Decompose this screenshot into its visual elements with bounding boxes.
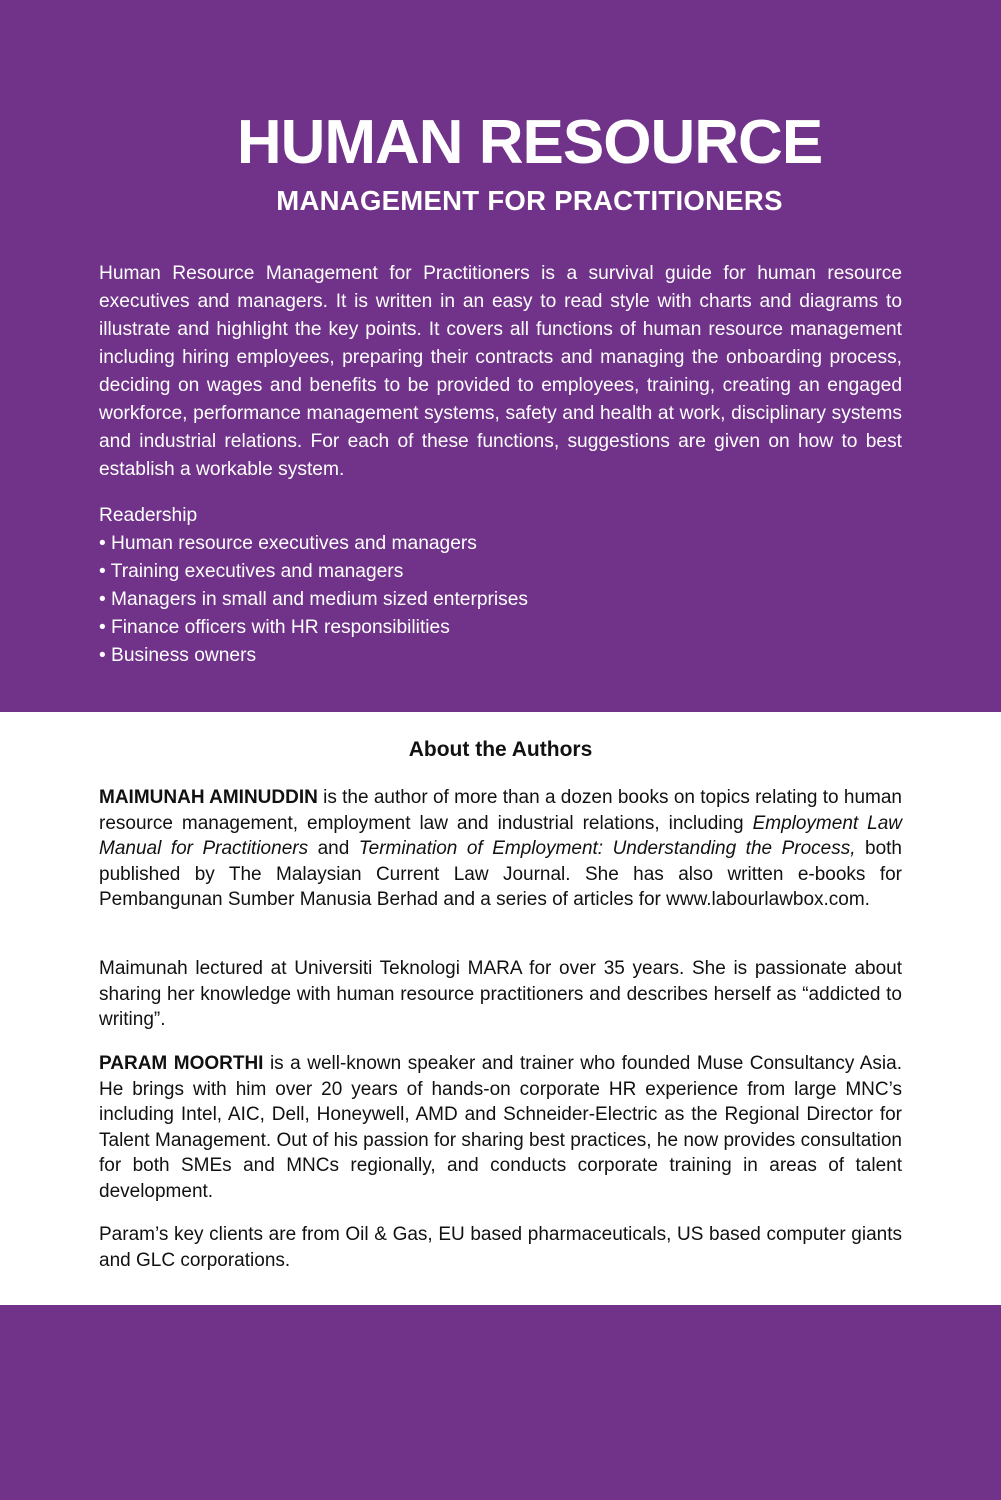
readership-item: • Finance officers with HR responsibilities <box>99 617 450 638</box>
author1-book2-title: Termination of Employment: Understanding the Process, <box>358 838 856 860</box>
readership-item: • Business owners <box>99 645 257 666</box>
readership-list <box>99 530 902 670</box>
author1-extra-bio: Maimunah lectured at Universiti Teknologi MARA for over 35 years. She is passionate about sharing her knowledge with human resource practitioners and describes herself as “addicted to writing”. <box>99 958 902 1031</box>
author1-bio-text-end: both published by The Malaysian Current Law Journal. She has also written e-books for Pembangunan Sumber Manusia Berhad and a series of articles for www.labourlawbox.com. <box>99 838 902 911</box>
readership-item: • Training executives and managers <box>99 561 404 582</box>
readership-heading: Readership <box>99 505 198 526</box>
author1-bio-text: is the author of more than a dozen books on topics relating to human resource management, employment law and industrial relations, including <box>99 787 902 834</box>
author2-bio <box>99 1051 902 1205</box>
author1-bio-conjunction: and <box>308 838 359 860</box>
book-title: HUMAN RESOURCE <box>236 108 823 177</box>
author1-name: MAIMUNAH AMINUDDIN <box>99 787 318 808</box>
author2-bio-text: is a well-known speaker and trainer who founded Muse Consultancy Asia. He brings with him over 20 years of hands-on corporate HR experience from large MNC’s including Intel, AIC, Dell, Honeywell, AMD and Schneider-Electric as the Regional Director for Talent Management. Out of his passion for sharing best practices, he now provides consultation for both SMEs and MNCs regionally, and conducts corporate training in areas of talent development. <box>99 1053 903 1202</box>
about-authors-heading: About the Authors <box>408 738 593 761</box>
author1-book1-title: Employment Law Manual for Practitioners <box>99 812 902 860</box>
book-description: Human Resource Management for Practitioners is a survival guide for human resource executives and managers. It is written in an easy to read style with charts and diagrams to illustrate and highlight the key points. It covers all functions of human resource management including hiring employees, preparing their contracts and managing the onboarding process, deciding on wages and benefits to be provided to employees, training, creating an engaged workforce, performance management systems, safety and health at work, disciplinary systems and industrial relations. For each of these functions, suggestions are given on how to best establish a workable system. <box>99 263 902 480</box>
readership-section <box>99 502 902 670</box>
author1-bio <box>99 785 902 913</box>
cover-top-panel <box>0 0 1001 712</box>
author2-extra-bio: Param’s key clients are from Oil & Gas, EU based pharmaceuticals, US based computer giants and GLC corporations. <box>99 1224 902 1271</box>
book-subtitle: MANAGEMENT FOR PRACTITIONERS <box>276 185 783 216</box>
readership-item: • Managers in small and medium sized enterprises <box>99 589 529 610</box>
readership-item: • Human resource executives and managers <box>99 533 477 554</box>
author2-name: PARAM MOORTHI <box>99 1053 264 1074</box>
about-authors-panel <box>0 712 1001 1305</box>
cover-bottom-panel <box>0 1305 1001 1500</box>
